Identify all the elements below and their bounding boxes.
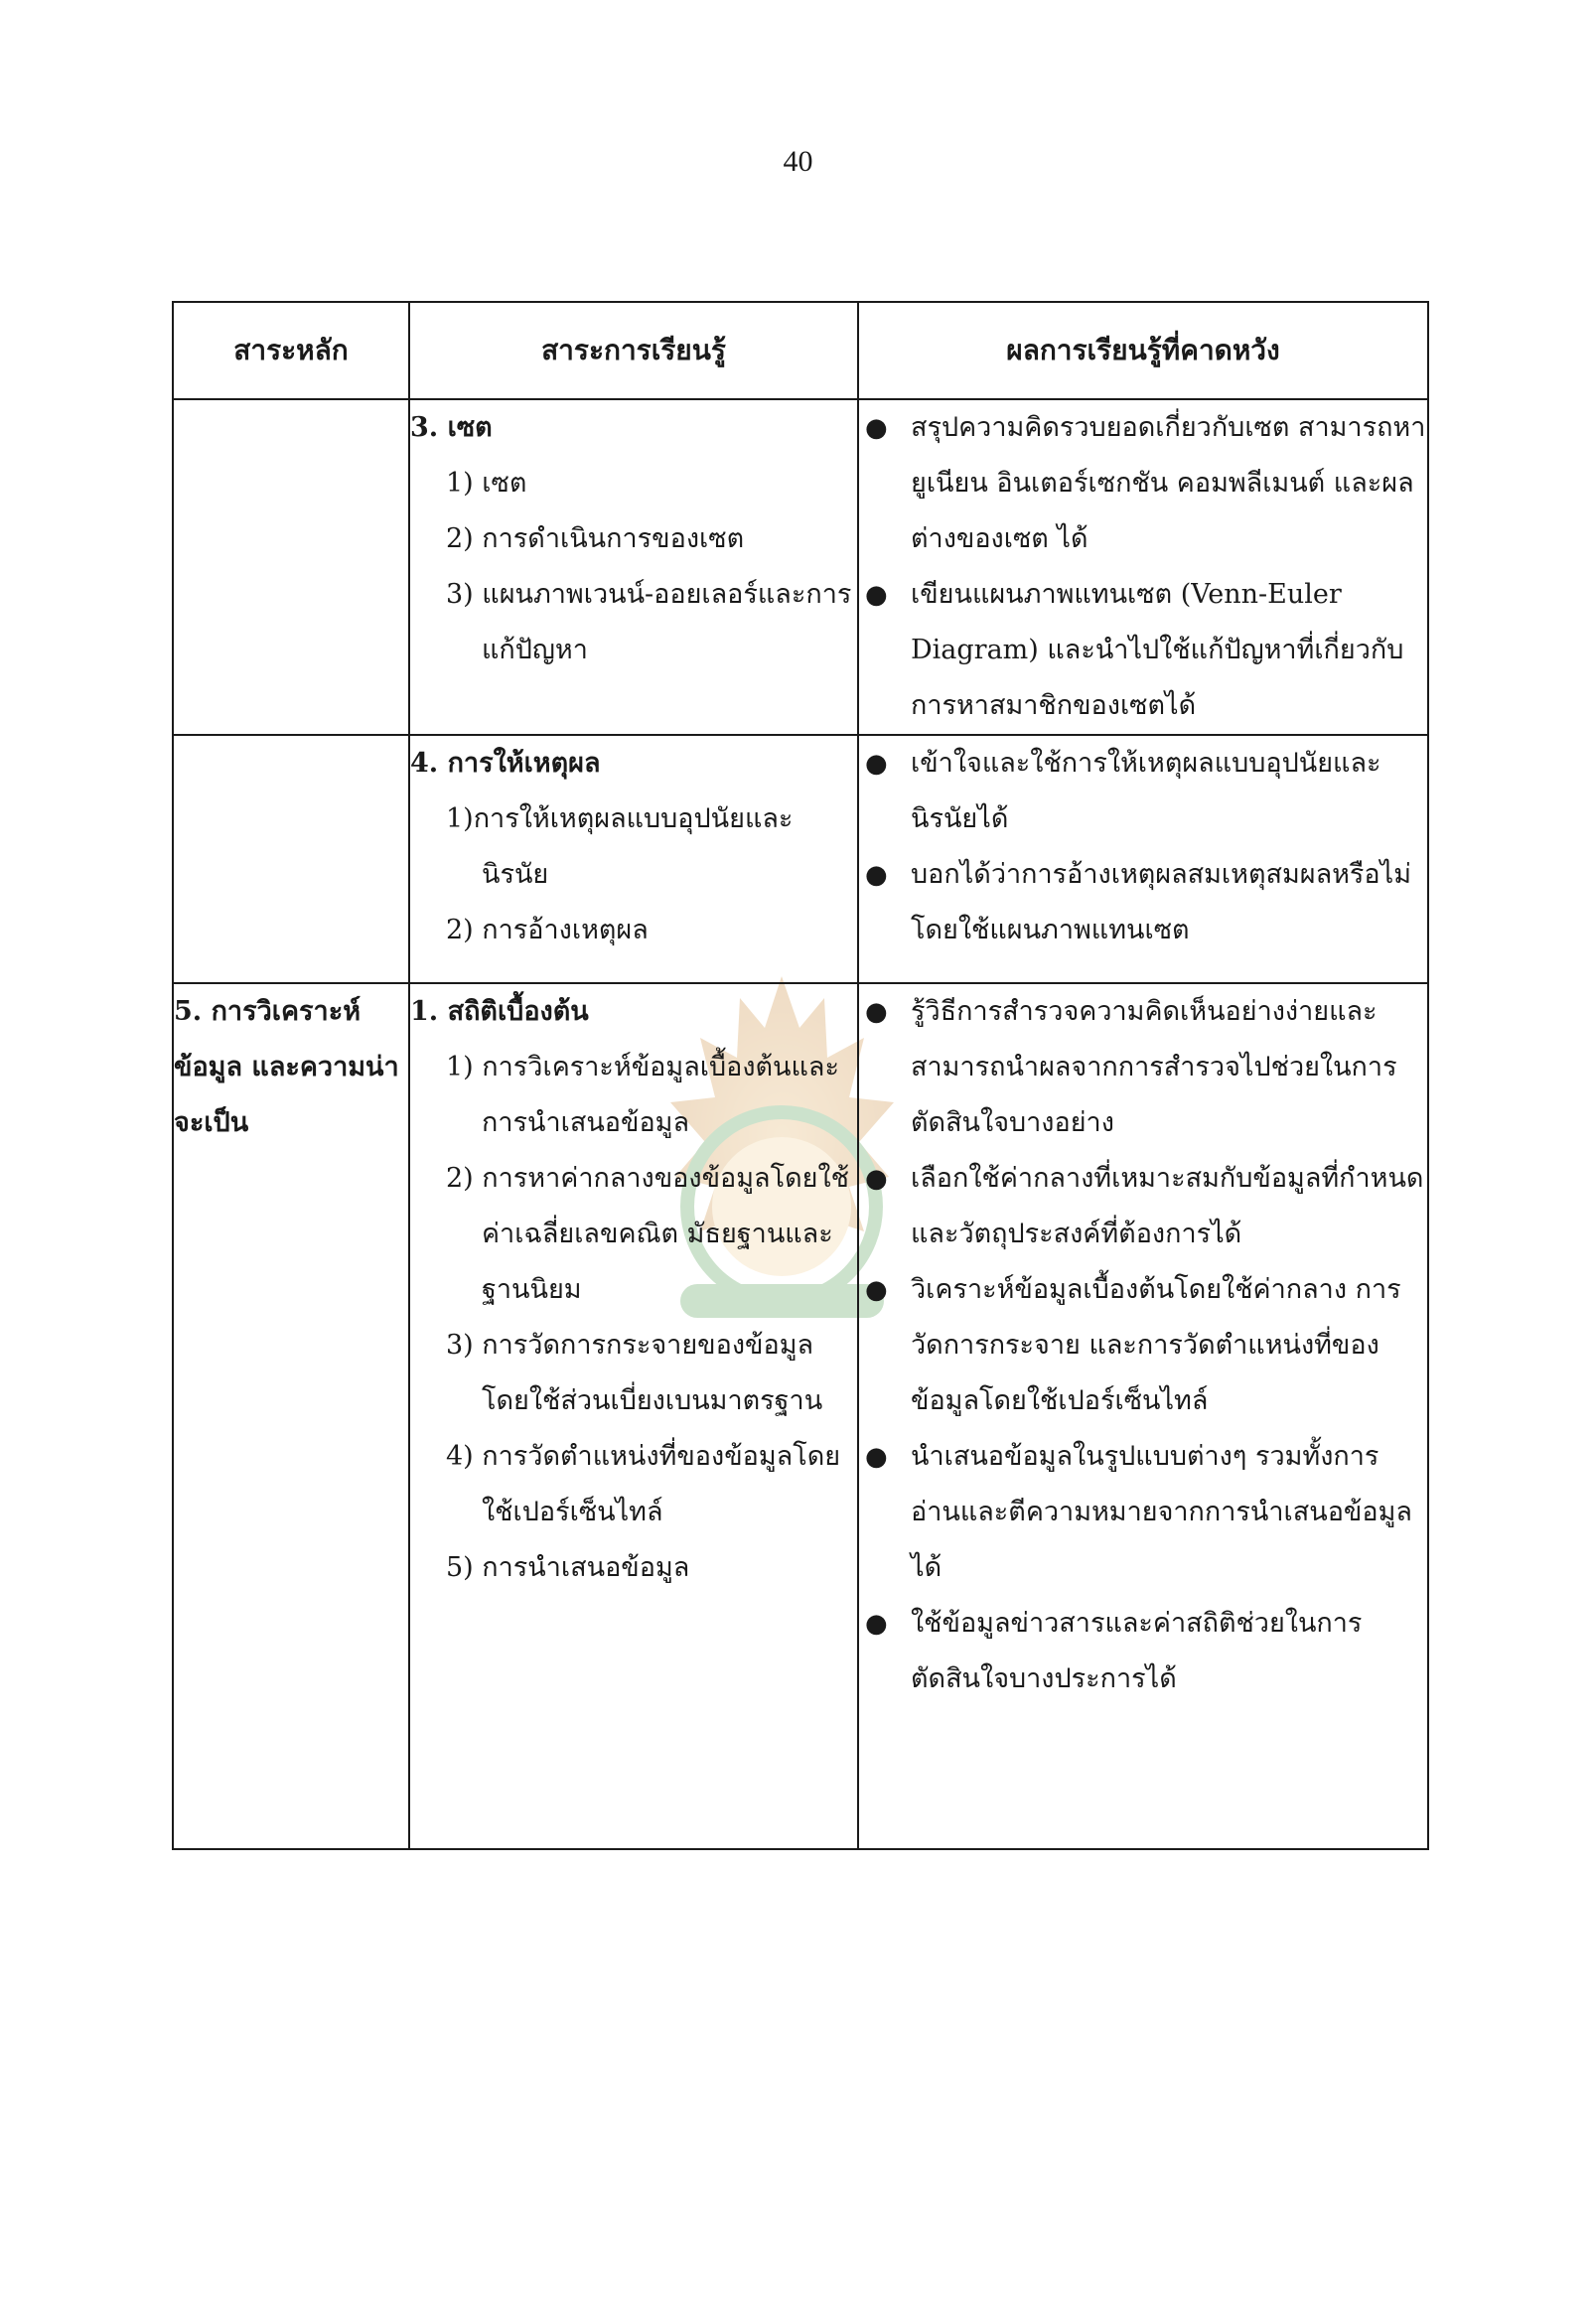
topic-items — [410, 456, 857, 678]
list-item: 1) การวิเคราะห์ข้อมูลเบื้องต้นและการนำเสนอข้อมูล — [446, 1052, 839, 1138]
main-strand-cell — [173, 399, 409, 735]
list-item — [859, 1596, 1427, 1707]
list-item — [859, 736, 1427, 847]
outcome-text: รู้วิธีการสำรวจความคิดเห็นอย่างง่ายและสามารถนำผลจากการสำรวจไปช่วยในการตัดสินใจบางอย่าง — [911, 996, 1397, 1138]
main-strand-cell — [173, 735, 409, 983]
outcome-text: บอกได้ว่าการอ้างเหตุผลสมเหตุสมผลหรือไม่ โดยใช้แผนภาพแทนเซต — [911, 859, 1412, 945]
page-number: 40 — [783, 145, 813, 178]
list-item: 5) การนำเสนอข้อมูล — [446, 1552, 690, 1583]
table-row — [173, 983, 1428, 1849]
list-item — [859, 567, 1427, 734]
bullet-icon: ● — [865, 413, 888, 443]
table-row — [173, 399, 1428, 735]
header-content: สาระการเรียนรู้ — [409, 302, 858, 399]
outcome-text: เขียนแผนภาพแทนเซต (Venn-Euler Diagram) และนำไปใช้แก้ปัญหาที่เกี่ยวกับการหาสมาชิกของเซตได้ — [911, 579, 1404, 721]
list-item — [859, 400, 1427, 567]
outcome-text: เลือกใช้ค่ากลางที่เหมาะสมกับข้อมูลที่กำหนดและวัตถุประสงค์ที่ต้องการได้ — [911, 1163, 1424, 1249]
bullet-icon: ● — [865, 997, 888, 1027]
outcome-list — [859, 984, 1427, 1707]
header-outcomes: ผลการเรียนรู้ที่คาดหวัง — [858, 302, 1428, 399]
table-row — [173, 735, 1428, 983]
content-cell — [409, 735, 858, 983]
topic-title: 3. เซต — [410, 412, 493, 443]
list-item: 3) แผนภาพเวนน์-ออยเลอร์และการแก้ปัญหา — [446, 579, 852, 665]
outcome-list — [859, 736, 1427, 958]
topic-title: 4. การให้เหตุผล — [410, 748, 601, 779]
bullet-icon: ● — [865, 1609, 888, 1639]
topic-title: 1. สถิติเบื้องต้น — [410, 996, 589, 1027]
outcome-text: ใช้ข้อมูลข่าวสารและค่าสถิติช่วยในการตัดสินใจบางประการได้ — [911, 1608, 1363, 1694]
outcome-text: วิเคราะห์ข้อมูลเบื้องต้นโดยใช้ค่ากลาง การวัดการกระจาย และการวัดตำแหน่งที่ของข้อมูลโดยใช้เปอร์เซ็นไทล์ — [911, 1274, 1401, 1416]
bullet-icon: ● — [865, 580, 888, 610]
list-item: 2) การอ้างเหตุผล — [446, 915, 649, 945]
outcome-cell — [858, 399, 1428, 735]
bullet-icon: ● — [865, 860, 888, 890]
list-item: 1)การให้เหตุผลแบบอุปนัยและนิรนัย — [446, 803, 794, 890]
list-item — [859, 1151, 1427, 1262]
list-item: 2) การดำเนินการของเซต — [446, 523, 745, 554]
list-item: 1) เซต — [446, 468, 527, 499]
outcome-cell — [858, 983, 1428, 1849]
bullet-icon: ● — [865, 1442, 888, 1472]
list-item — [859, 1429, 1427, 1596]
outcome-list — [859, 400, 1427, 734]
bullet-icon: ● — [865, 749, 888, 779]
list-item: 4) การวัดตำแหน่งที่ของข้อมูลโดยใช้เปอร์เซ็นไทล์ — [446, 1441, 841, 1527]
content-cell — [409, 399, 858, 735]
list-item — [859, 847, 1427, 958]
outcome-text: สรุปความคิดรวบยอดเกี่ยวกับเซต สามารถหายูเนียน อินเตอร์เซกชัน คอมพลีเมนต์ และผลต่างของเซต ได้ — [911, 412, 1426, 554]
bullet-icon: ● — [865, 1275, 888, 1305]
outcome-cell — [858, 735, 1428, 983]
header-main: สาระหลัก — [173, 302, 409, 399]
topic-items — [410, 1040, 857, 1596]
content-cell — [409, 983, 858, 1849]
main-strand-cell: 5. การวิเคราะห์ข้อมูล และความน่าจะเป็น — [173, 983, 409, 1849]
outcome-text: นำเสนอข้อมูลในรูปแบบต่างๆ รวมทั้งการอ่านและตีความหมายจากการนำเสนอข้อมูลได้ — [911, 1441, 1412, 1583]
list-item — [859, 984, 1427, 1151]
topic-items — [410, 792, 857, 958]
list-item — [859, 1262, 1427, 1429]
bullet-icon: ● — [865, 1164, 888, 1194]
table-header-row — [173, 302, 1428, 399]
outcome-text: เข้าใจและใช้การให้เหตุผลแบบอุปนัยและนิรนัยได้ — [911, 748, 1381, 834]
curriculum-table — [172, 301, 1429, 1850]
list-item: 2) การหาค่ากลางของข้อมูลโดยใช้ค่าเฉลี่ยเลขคณิต มัธยฐานและฐานนิยม — [446, 1163, 849, 1305]
list-item: 3) การวัดการกระจายของข้อมูลโดยใช้ส่วนเบี่ยงเบนมาตรฐาน — [446, 1330, 823, 1416]
